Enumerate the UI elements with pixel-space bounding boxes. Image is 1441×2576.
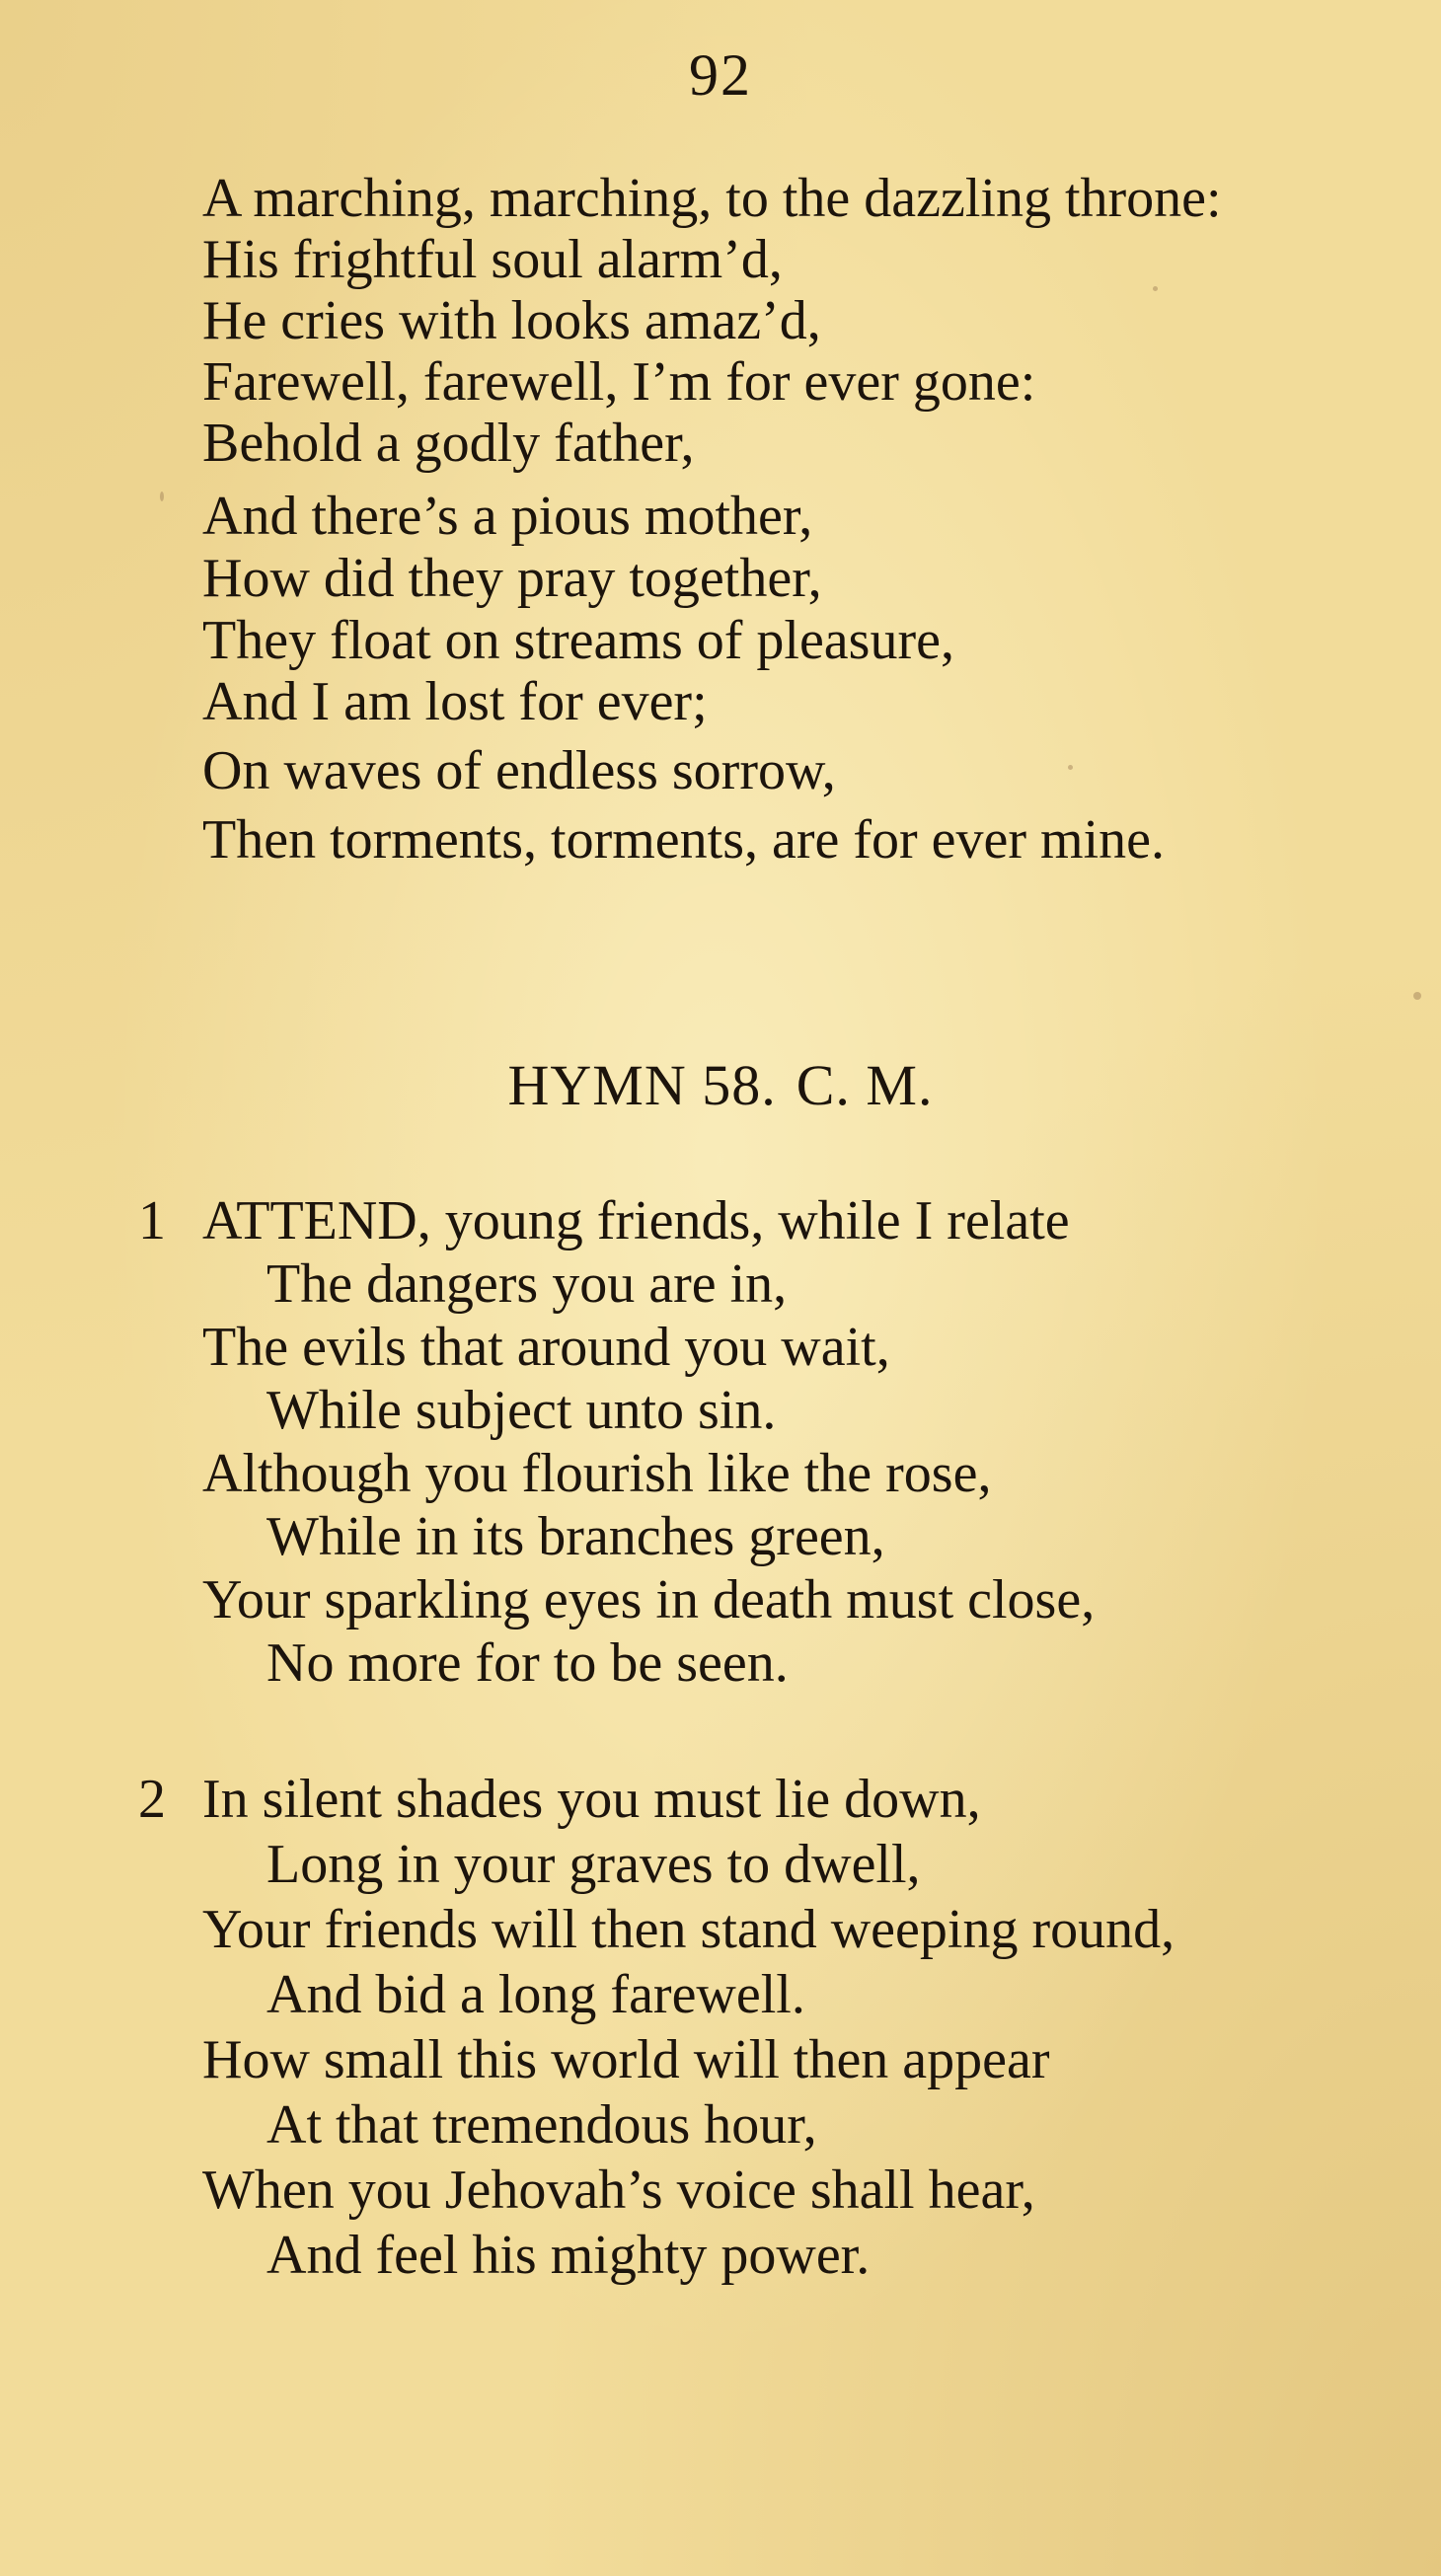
verse-line: And bid a long farewell. xyxy=(266,1964,805,2025)
verse-number: 1 xyxy=(138,1190,166,1251)
verse-line: The dangers you are in, xyxy=(266,1253,788,1315)
verse-line: Your sparkling eyes in death must close, xyxy=(202,1569,1096,1630)
verse-line: At that tremendous hour, xyxy=(266,2094,817,2156)
stanza-line: On waves of endless sorrow, xyxy=(202,740,836,801)
stanza-line: Behold a godly father, xyxy=(202,413,695,474)
verse-line: Although you flourish like the rose, xyxy=(202,1443,992,1504)
stanza-line: A marching, marching, to the dazzling throne: xyxy=(202,168,1222,229)
stanza-line: And I am lost for ever; xyxy=(202,671,708,732)
verse-line: How small this world will then appear xyxy=(202,2029,1050,2090)
paper-speck xyxy=(1413,992,1421,1000)
verse-line: No more for to be seen. xyxy=(266,1632,789,1694)
page-number: 92 xyxy=(689,42,752,108)
paper-speck xyxy=(160,492,164,501)
stanza-line: How did they pray together, xyxy=(202,548,822,609)
verse-number: 2 xyxy=(138,1769,166,1830)
verse-line: When you Jehovah’s voice shall hear, xyxy=(202,2159,1035,2221)
verse-line: While subject unto sin. xyxy=(266,1380,777,1441)
hymn-title: HYMN 58. xyxy=(507,1053,777,1117)
verse-line: And feel his mighty power. xyxy=(266,2225,871,2286)
paper-speck xyxy=(1068,765,1073,770)
stanza-line: His frightful soul alarm’d, xyxy=(202,229,783,290)
stanza-line: Then torments, torments, are for ever mine. xyxy=(202,809,1165,871)
verse-line: Your friends will then stand weeping round, xyxy=(202,1899,1176,1960)
verse-line: While in its branches green, xyxy=(266,1506,885,1567)
hymn-meter: C. M. xyxy=(796,1053,934,1117)
stanza-line: He cries with looks amaz’d, xyxy=(202,290,821,351)
stanza-line: And there’s a pious mother, xyxy=(202,486,813,547)
hymn-heading xyxy=(0,1052,1441,1118)
verse-line: ATTEND, young friends, while I relate xyxy=(202,1190,1070,1251)
verse-line: Long in your graves to dwell, xyxy=(266,1834,921,1895)
verse-line: The evils that around you wait, xyxy=(202,1317,890,1378)
verse-line: In silent shades you must lie down, xyxy=(202,1769,981,1830)
stanza-line: They float on streams of pleasure, xyxy=(202,610,954,671)
paper-speck xyxy=(1153,286,1158,291)
stanza-line: Farewell, farewell, I’m for ever gone: xyxy=(202,351,1036,413)
